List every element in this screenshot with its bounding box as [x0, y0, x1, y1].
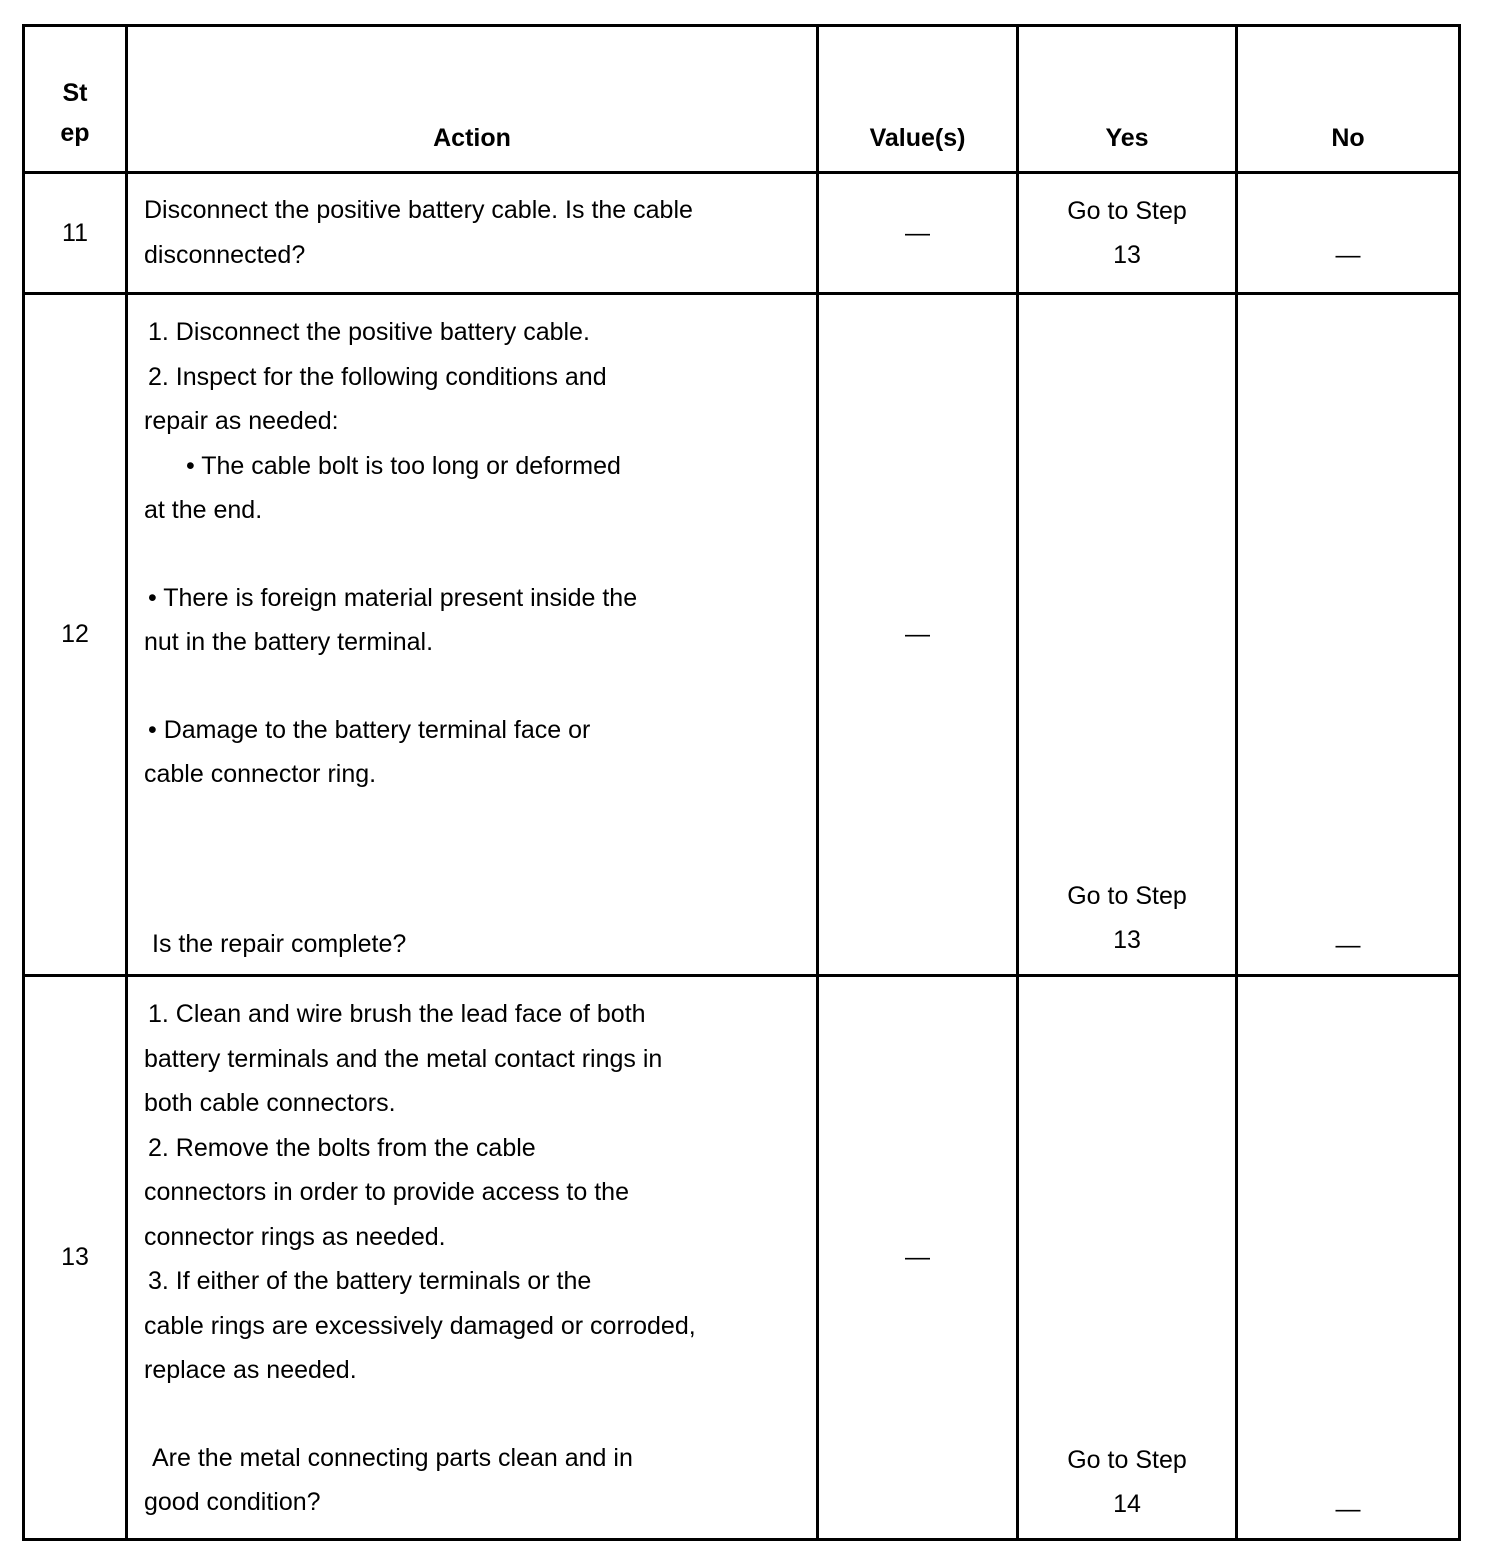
action-line: replace as needed. — [144, 1356, 357, 1384]
table-row — [24, 173, 1460, 294]
action-cell — [127, 173, 818, 294]
header-no: No — [1237, 26, 1460, 173]
action-line: 2. Remove the bolts from the cable — [148, 1133, 536, 1162]
header-yes: Yes — [1018, 26, 1237, 173]
yes-step: 14 — [1113, 1490, 1141, 1518]
yes-cell — [1018, 294, 1237, 976]
diagnostic-table — [22, 24, 1461, 1541]
header-values: Value(s) — [818, 26, 1018, 173]
action-line: cable rings are excessively damaged or corroded, — [144, 1311, 696, 1340]
yes-step: 13 — [1113, 926, 1141, 954]
step-number: 12 — [24, 294, 127, 976]
action-line: connector rings as needed. — [144, 1222, 446, 1251]
action-line: • Damage to the battery terminal face or — [148, 715, 591, 744]
action-line: 3. If either of the battery terminals or the — [148, 1267, 592, 1295]
action-question: good condition? — [144, 1488, 321, 1516]
action-line: 1. Disconnect the positive battery cable. — [148, 318, 590, 346]
action-line: 2. Inspect for the following conditions and — [148, 362, 607, 391]
step-number: 13 — [24, 976, 127, 1540]
value-cell: — — [818, 294, 1018, 976]
header-step — [24, 26, 127, 173]
yes-step: 13 — [1113, 241, 1141, 269]
header-action: Action — [127, 26, 818, 173]
no-cell: — — [1237, 976, 1460, 1540]
table-row — [24, 294, 1460, 976]
value-cell: — — [818, 976, 1018, 1540]
no-cell: — — [1237, 173, 1460, 294]
step-number: 11 — [24, 173, 127, 294]
action-line: Disconnect the positive battery cable. Is the cable — [144, 196, 693, 224]
yes-label: Go to Step — [1067, 1446, 1187, 1474]
action-line: 1. Clean and wire brush the lead face of both — [148, 1000, 646, 1028]
action-line: at the end. — [144, 496, 263, 524]
action-cell — [127, 294, 818, 976]
yes-cell — [1018, 173, 1237, 294]
action-line: disconnected? — [144, 240, 306, 269]
action-cell — [127, 976, 818, 1540]
action-question: Are the metal connecting parts clean and in — [152, 1443, 633, 1472]
table-row — [24, 976, 1460, 1540]
action-line: battery terminals and the metal contact rings in — [144, 1044, 663, 1073]
action-line: • There is foreign material present inside the — [148, 583, 638, 612]
yes-label: Go to Step — [1067, 197, 1187, 225]
action-line: repair as needed: — [144, 407, 339, 435]
no-cell: — — [1237, 294, 1460, 976]
action-line: • The cable bolt is too long or deformed — [186, 451, 621, 480]
action-line: both cable connectors. — [144, 1089, 396, 1117]
action-line: nut in the battery terminal. — [144, 628, 434, 656]
action-question: Is the repair complete? — [152, 929, 407, 958]
yes-cell — [1018, 976, 1237, 1540]
yes-label: Go to Step — [1067, 882, 1187, 910]
header-row — [24, 26, 1460, 173]
action-line: cable connector ring. — [144, 760, 377, 788]
value-cell: — — [818, 173, 1018, 294]
action-line: connectors in order to provide access to the — [144, 1178, 629, 1206]
header-step-label: St ep — [60, 79, 90, 147]
